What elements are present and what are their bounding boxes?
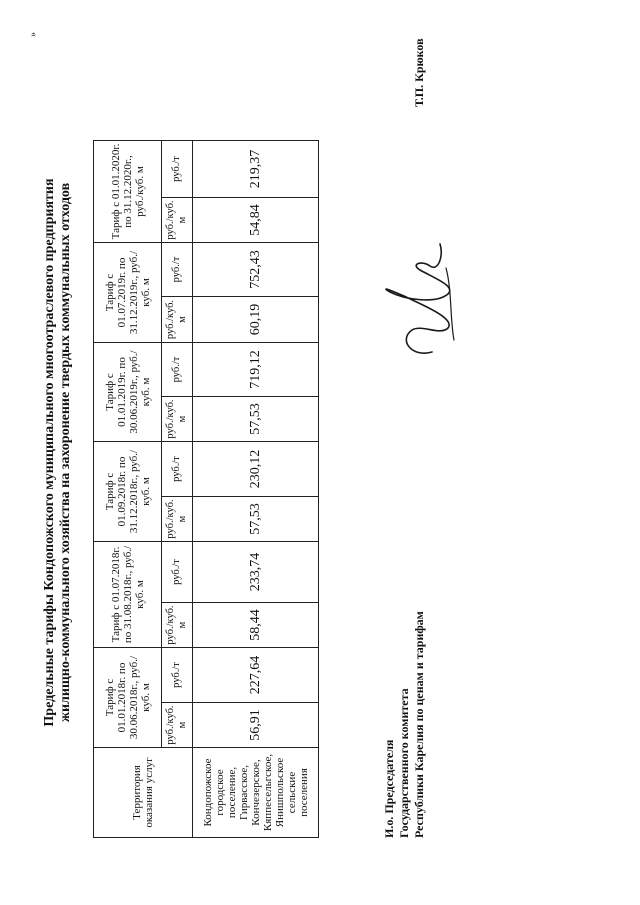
unit-volume-4: руб./куб. м [162, 397, 193, 442]
handwritten-signature [360, 240, 470, 360]
title-line-1: Предельные тарифы Кондопожского муниципального многоотраслевого предприятия [42, 178, 57, 727]
value-volume-2: 58,44 [193, 603, 319, 648]
value-volume-4: 57,53 [193, 397, 319, 442]
period-header-6: Тариф с 01.01.2020г. по 31.12.2020г., руб./куб. м [94, 141, 162, 243]
unit-volume-5: руб./куб. м [162, 297, 193, 343]
value-mass-6: 219,37 [193, 141, 319, 198]
signatory-block [382, 611, 427, 838]
period-header-1: Тариф с 01.01.2018г. по 30.06.2018г., руб./куб. м [94, 648, 162, 748]
tariff-table [93, 140, 319, 838]
unit-mass-3: руб./т [162, 442, 193, 497]
territory-cell: Кондопожское городское поселение, Гирвасское, Кончезерское, Кяппесельгское, Янишпольское сельские поселения [193, 748, 319, 838]
document-title [42, 0, 74, 905]
unit-mass-2: руб./т [162, 542, 193, 603]
corner-mark: » [28, 32, 39, 37]
signatory-line-3: Республики Карелия по ценам и тарифам [412, 611, 426, 838]
value-mass-2: 233,74 [193, 542, 319, 603]
value-volume-6: 54,84 [193, 198, 319, 243]
signatory-line-2: Государственного комитета [397, 688, 411, 838]
value-volume-3: 57,53 [193, 497, 319, 542]
period-header-4: Тариф с 01.01.2019г. по 30.06.2019г., руб./куб. м [94, 343, 162, 442]
signatory-name: Т.П. Крюков [412, 38, 426, 107]
header-row [94, 141, 162, 838]
unit-row [162, 141, 193, 838]
unit-mass-5: руб./т [162, 243, 193, 297]
value-volume-5: 60,19 [193, 297, 319, 343]
value-mass-4: 719,12 [193, 343, 319, 397]
unit-mass-4: руб./т [162, 343, 193, 397]
value-row [193, 141, 319, 838]
period-header-2: Тариф с 01.07.2018г. по 31.08.2018г., руб./куб. м [94, 542, 162, 648]
value-mass-3: 230,12 [193, 442, 319, 497]
unit-volume-2: руб./куб. м [162, 603, 193, 648]
value-mass-1: 227,64 [193, 648, 319, 703]
value-volume-1: 56,91 [193, 703, 319, 748]
signatory-line-1: И.о. Председателя [382, 739, 396, 838]
unit-volume-6: руб./куб. м [162, 198, 193, 243]
period-header-5: Тариф с 01.07.2019г. по 31.12.2019г., руб./куб. м [94, 243, 162, 343]
unit-volume-3: руб./куб. м [162, 497, 193, 542]
territory-header: Территория оказания услуг [94, 748, 193, 838]
title-line-2: жилищно-коммунального хозяйства на захоронение твердых коммунальных отходов [58, 182, 73, 723]
unit-mass-6: руб./т [162, 141, 193, 198]
value-mass-5: 752,43 [193, 243, 319, 297]
unit-mass-1: руб./т [162, 648, 193, 703]
unit-volume-1: руб./куб. м [162, 703, 193, 748]
period-header-3: Тариф с 01.09.2018г. по 31.12.2018г., руб./куб. м [94, 442, 162, 542]
